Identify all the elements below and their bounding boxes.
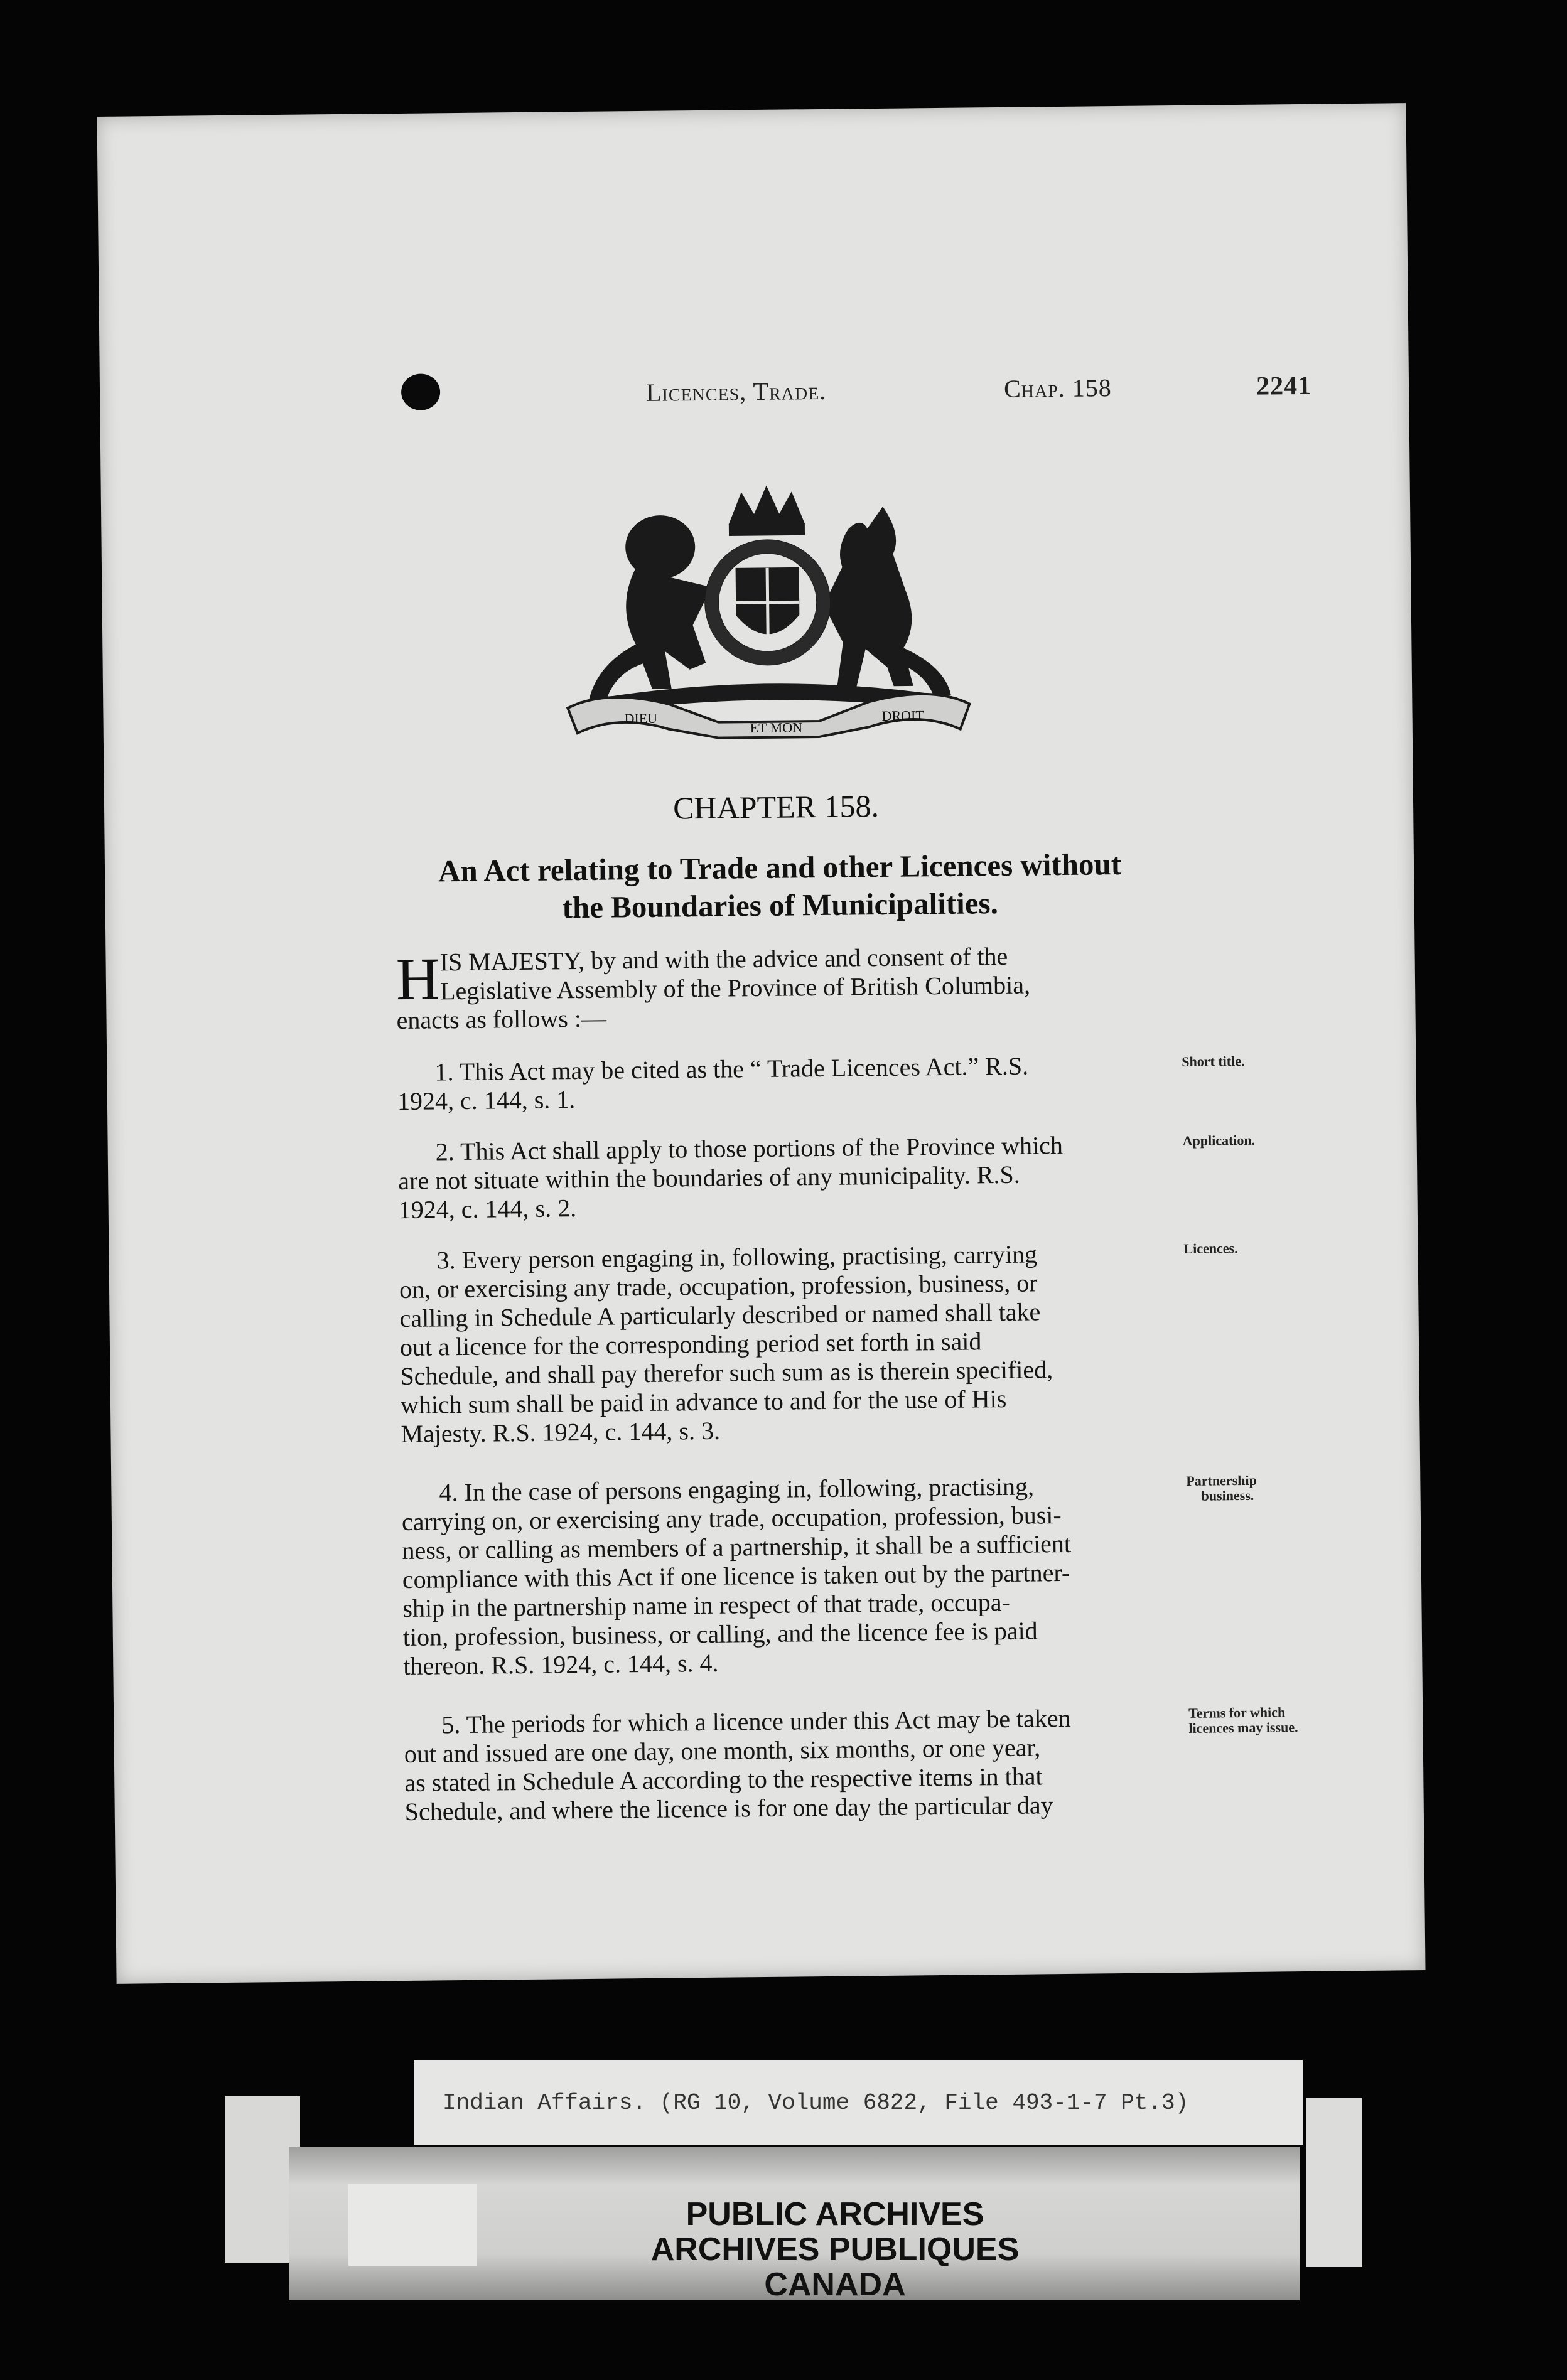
stamp-line: PUBLIC ARCHIVES	[686, 2196, 984, 2233]
margin-note-application: Application.	[1182, 1132, 1256, 1149]
section-line: Schedule, and shall pay therefor such sum as is therein specified,	[400, 1355, 1053, 1391]
card-edge-right	[1306, 2098, 1362, 2267]
tape-tab	[348, 2184, 477, 2266]
stamp-line: ARCHIVES PUBLIQUES	[650, 2231, 1020, 2268]
section-line: compliance with this Act if one licence is taken out by the partner-	[402, 1558, 1070, 1594]
royal-coat-of-arms	[541, 478, 995, 746]
motto-dieu: DIEU	[624, 710, 658, 727]
margin-note-line: Terms for which	[1188, 1704, 1286, 1721]
document-page	[97, 103, 1425, 1984]
section-line: are not situate within the boundaries of any municipality. R.S.	[398, 1160, 1020, 1196]
margin-note-terms	[1188, 1704, 1339, 1736]
margin-note-line: Partnership	[1186, 1472, 1257, 1489]
section-line: out and issued are one day, one month, six months, or one year,	[404, 1733, 1041, 1769]
section-line: 2. This Act shall apply to those portions of the Province which	[435, 1130, 1064, 1166]
section-line: 5. The periods for which a licence under this Act may be taken	[441, 1703, 1071, 1739]
margin-note-short-title: Short title.	[1182, 1053, 1245, 1069]
margin-note-line: licences may issue.	[1188, 1719, 1298, 1736]
enacting-line: IS MAJESTY, by and with the advice and consent of the	[439, 941, 1008, 977]
section-5	[404, 1703, 1196, 1826]
motto-et-mon: ET MON	[750, 719, 803, 736]
drop-cap: H	[396, 945, 440, 1013]
section-line: on, or exercising any trade, occupation, profession, business, or	[399, 1268, 1038, 1304]
enacting-line: enacts as follows :—	[396, 1004, 607, 1035]
section-line: ship in the partnership name in respect of that trade, occupa-	[402, 1587, 1010, 1623]
enacting-line: Legislative Assembly of the Province of British Columbia,	[439, 970, 1031, 1005]
act-title-line: the Boundaries of Municipalities.	[562, 886, 999, 925]
section-line: 1. This Act may be cited as the “ Trade Licences Act.” R.S.	[434, 1051, 1029, 1086]
section-line: tion, profession, business, or calling, and the licence fee is paid	[402, 1616, 1038, 1652]
margin-note-partnership	[1186, 1472, 1337, 1504]
section-line: calling in Schedule A particularly described or named shall take	[399, 1297, 1041, 1333]
section-1	[397, 1050, 1188, 1116]
margin-note-licences: Licences.	[1183, 1240, 1238, 1257]
archive-stamp	[603, 2197, 1067, 2302]
section-line: 1924, c. 144, s. 1.	[397, 1085, 576, 1116]
section-4	[401, 1471, 1194, 1681]
section-line: thereon. R.S. 1924, c. 144, s. 4.	[403, 1648, 719, 1681]
enacting-clause	[396, 940, 1187, 1035]
motto-droit: DROIT	[881, 707, 924, 724]
running-header-title: Licences, Trade.	[645, 376, 827, 407]
archive-reference-label: Indian Affairs. (RG 10, Volume 6822, File 493-1-7 Pt.3)	[443, 2090, 1189, 2116]
section-line: Schedule, and where the licence is for one day the particular day	[404, 1791, 1053, 1826]
section-3	[399, 1238, 1192, 1449]
margin-note-line: business.	[1201, 1487, 1254, 1504]
punch-hole	[401, 373, 441, 410]
page-number: 2241	[1256, 371, 1312, 401]
section-line: carrying on, or exercising any trade, occupation, profession, busi-	[401, 1501, 1062, 1536]
section-line: 3. Every person engaging in, following, practising, carrying	[436, 1240, 1038, 1275]
section-line: 4. In the case of persons engaging in, following, practising,	[439, 1472, 1035, 1507]
section-line: ness, or calling as members of a partnership, it shall be a sufficient	[402, 1529, 1072, 1565]
chapter-title: CHAPTER 158.	[672, 788, 880, 826]
section-2	[398, 1130, 1190, 1225]
section-line: Majesty. R.S. 1924, c. 144, s. 3.	[401, 1416, 721, 1449]
section-line: which sum shall be paid in advance to and for the use of His	[400, 1384, 1007, 1420]
section-line: 1924, c. 144, s. 2.	[398, 1194, 577, 1225]
act-title	[381, 845, 1179, 928]
stamp-line: CANADA	[764, 2266, 906, 2303]
act-title-line: An Act relating to Trade and other Licences without	[438, 846, 1122, 889]
section-line: out a licence for the corresponding period set forth in said	[399, 1327, 982, 1362]
running-header-chapter: Chap. 158	[1003, 373, 1112, 403]
section-line: as stated in Schedule A according to the respective items in that	[404, 1762, 1043, 1798]
